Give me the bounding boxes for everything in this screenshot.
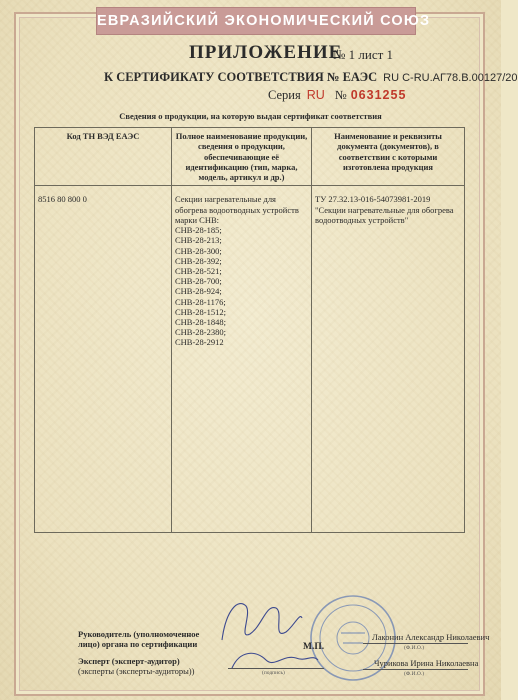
cell-document [312, 186, 465, 533]
header-document: Наименование и реквизиты документа (документов), в соответствии с которыми изготовлена продукция [312, 128, 465, 186]
stamp-place-label: М.П. [303, 642, 325, 652]
annex-title: ПРИЛОЖЕНИЕ [189, 42, 343, 63]
expert-name: Чурикова Ирина Николаевна [374, 658, 479, 668]
model-item: СНВ-28-185; [175, 225, 222, 236]
table-row [35, 186, 465, 533]
certificate-label: К СЕРТИФИКАТУ СООТВЕТСТВИЯ № ЕАЭС [104, 70, 378, 84]
model-item: СНВ-28-300; [175, 245, 222, 256]
model-item: СНВ-28-392; [175, 255, 222, 266]
table-header-row [35, 128, 465, 186]
serial-no-label: № [334, 88, 347, 102]
header-product: Полное наименование продукции, сведения о продукции, обеспечивающие её идентификацию (тип, марка, модель, артикул и др.) [172, 128, 312, 186]
section-heading: Сведения о продукции, на которую выдан сертификат соответствия [119, 111, 382, 121]
model-item: СНВ-28-1848; [175, 316, 226, 327]
certificate-number: RU С-RU.АГ78.В.00127/20 [383, 72, 518, 84]
expert-label: Эксперт (эксперт-аудитор) (эксперты (эксперты-аудиторы)) [78, 656, 195, 676]
annex-number: № 1 лист 1 [333, 47, 394, 62]
model-item: СНВ-28-213; [175, 235, 222, 246]
series-value: RU [306, 88, 325, 102]
model-item: СНВ-28-1512; [175, 306, 226, 317]
sign-label: (подпись) [262, 670, 285, 676]
certificate-reference [104, 70, 518, 85]
doc-line: "Секции нагревательные для обогрева водоотводных устройств" [315, 204, 454, 225]
model-list [175, 225, 308, 347]
series-line [268, 88, 406, 103]
serial-number: 0631255 [350, 88, 407, 102]
doc-line: ТУ 27.32.13-016-54073981-2019 [315, 194, 431, 205]
head-label: Руководитель (уполномоченное лицо) органа по сертификации [78, 629, 200, 649]
model-item: СНВ-28-1176; [175, 296, 226, 307]
product-intro: Секции нагревательные для обогрева водоотводных устройств марки СНВ: [175, 194, 299, 225]
header-code: Код ТН ВЭД ЕАЭС [35, 128, 172, 186]
model-item: СНВ-28-521; [175, 265, 222, 276]
model-item: СНВ-28-924; [175, 286, 222, 297]
expert-fio-label: (Ф.И.О.) [404, 671, 425, 677]
model-item: СНВ-28-700; [175, 276, 222, 287]
products-table [34, 127, 465, 533]
union-banner: ЕВРАЗИЙСКИЙ ЭКОНОМИЧЕСКИЙ СОЮЗ [96, 7, 416, 35]
cell-product [172, 186, 312, 533]
head-name: Лаконин Александр Николаевич [372, 632, 490, 642]
model-item: СНВ-28-2912 [175, 337, 224, 348]
head-fio-label: (Ф.И.О.) [404, 645, 425, 651]
series-label: Серия [268, 88, 301, 102]
model-item: СНВ-28-2380; [175, 327, 226, 338]
cell-code: 8516 80 800 0 [35, 186, 172, 533]
